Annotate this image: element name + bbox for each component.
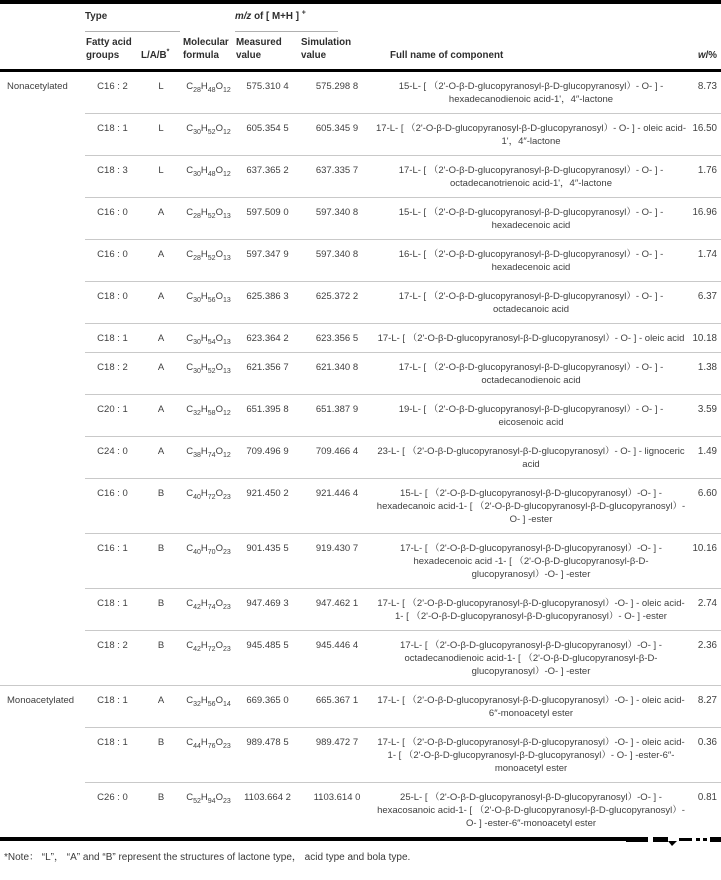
molecular-formula-cell: $C_{38}H_{74}O_{12}$ <box>182 437 235 479</box>
header-spacer <box>182 2 235 33</box>
mz-group-header <box>235 2 374 33</box>
w-percent-cell: 10.16 <box>688 534 721 589</box>
measured-value-cell: 669.365 0 <box>235 686 300 728</box>
full-name-cell: 17-L- [ （2'-O-β-D-glucopyranosyl-β-D-glucopyranosyl）- O- ] - oleic acid-1'，4″-lactone <box>374 114 688 156</box>
lab-type-cell: A <box>140 198 182 240</box>
lab-type-cell: B <box>140 728 182 783</box>
w-percent-cell: 0.36 <box>688 728 721 783</box>
fatty-acid-cell: C18 : 2 <box>85 631 140 686</box>
mz-rest: of [ M+H ] <box>251 11 299 22</box>
table-row <box>0 686 721 728</box>
simulation-value-cell: 1103.614 0 <box>313 792 361 803</box>
formula-column-header: Molecular formula <box>182 33 235 71</box>
simulation-value-cell: 989.472 7 <box>300 728 374 783</box>
measured-value-cell: 989.478 5 <box>235 728 300 783</box>
table-header <box>0 2 721 71</box>
lab-type-cell: A <box>140 437 182 479</box>
simulation-value-cell: 921.446 4 <box>300 479 374 534</box>
lab-label: L/A/B <box>141 49 167 61</box>
fatty-acid-cell: C18 : 1 <box>85 728 140 783</box>
measured-value-cell: 623.364 2 <box>235 324 300 353</box>
print-artifact <box>626 833 721 847</box>
mz-group-label <box>235 11 338 32</box>
lab-type-cell: A <box>140 686 182 728</box>
table-row <box>0 353 721 395</box>
table-row <box>0 728 721 783</box>
w-percent-cell: 1.38 <box>688 353 721 395</box>
molecular-formula-cell: $C_{42}H_{72}O_{23}$ <box>182 631 235 686</box>
full-name-cell: 17-L- [ （2'-O-β-D-glucopyranosyl-β-D-glucopyranosyl）- O- ] - oleic acid <box>374 324 688 353</box>
measured-column-header: Measured value <box>235 33 300 71</box>
table-row <box>0 783 721 840</box>
table-row <box>0 282 721 324</box>
lab-type-cell: L <box>140 156 182 198</box>
full-name-column-header: Full name of component <box>374 33 688 71</box>
w-percent-cell: 10.18 <box>688 324 721 353</box>
simulation-value-cell: 605.345 9 <box>300 114 374 156</box>
lab-type-cell: A <box>140 282 182 324</box>
table-row <box>0 534 721 589</box>
w-percent-cell: 8.27 <box>688 686 721 728</box>
molecular-formula-cell: $C_{30}H_{48}O_{12}$ <box>182 156 235 198</box>
measured-value-cell: 605.354 5 <box>235 114 300 156</box>
full-name-cell: 16-L- [ （2'-O-β-D-glucopyranosyl-β-D-glucopyranosyl）- O- ] - hexadecenoic acid <box>374 240 688 282</box>
w-italic: w <box>697 49 706 61</box>
measured-value-cell: 625.386 3 <box>235 282 300 324</box>
simulation-value-cell: 651.387 9 <box>300 395 374 437</box>
fatty-acid-cell: C26 : 0 <box>97 792 128 803</box>
w-percent-column-header <box>688 33 721 71</box>
table-body <box>0 71 721 840</box>
fatty-acid-cell: C18 : 0 <box>85 282 140 324</box>
simulation-value-cell: 945.446 4 <box>300 631 374 686</box>
header-columns-row <box>0 33 721 71</box>
table-row <box>0 324 721 353</box>
fatty-acid-cell: C20 : 1 <box>85 395 140 437</box>
measured-value-cell: 945.485 5 <box>235 631 300 686</box>
full-name-cell: 15-L- [ （2'-O-β-D-glucopyranosyl-β-D-glucopyranosyl）- O- ] - hexadecanodienoic acid-1'，4″-lactone <box>374 71 688 114</box>
molecular-formula-cell: $C_{30}H_{54}O_{13}$ <box>182 324 235 353</box>
header-spacer <box>374 2 688 33</box>
lab-type-cell: B <box>140 534 182 589</box>
w-percent-cell: 8.73 <box>688 71 721 114</box>
molecular-formula-cell: $C_{30}H_{52}O_{12}$ <box>182 114 235 156</box>
simulation-value-cell: 919.430 7 <box>300 534 374 589</box>
molecular-formula-cell: $C_{28}H_{52}O_{13}$ <box>182 240 235 282</box>
lab-type-cell: A <box>140 240 182 282</box>
measured-value-cell: 621.356 7 <box>235 353 300 395</box>
w-percent-cell: 1.76 <box>688 156 721 198</box>
measured-value-cell: 921.450 2 <box>235 479 300 534</box>
full-name-cell: 17-L- [ （2'-O-β-D-glucopyranosyl-β-D-glucopyranosyl）- O- ] - octadecanodienoic acid <box>374 353 688 395</box>
header-group-row <box>0 2 721 33</box>
lab-type-cell: A <box>140 324 182 353</box>
w-rest: /% <box>705 49 717 61</box>
molecular-formula-cell: $C_{30}H_{56}O_{13}$ <box>182 282 235 324</box>
table-row <box>0 156 721 198</box>
fatty-acid-cell: C18 : 1 <box>85 324 140 353</box>
measured-value-cell: 947.469 3 <box>235 589 300 631</box>
lab-type-cell: L <box>140 114 182 156</box>
full-name-cell: 17-L- [ （2'-O-β-D-glucopyranosyl-β-D-glucopyranosyl）- O- ] - octadecanotrienoic acid-1'，4″-lactone <box>374 156 688 198</box>
fatty-acid-cell: C18 : 1 <box>85 589 140 631</box>
lab-type-cell: B <box>140 589 182 631</box>
table-row <box>0 631 721 686</box>
measured-value-cell: 901.435 5 <box>235 534 300 589</box>
full-name-cell: 25-L- [ （2'-O-β-D-glucopyranosyl-β-D-glucopyranosyl）-O- ] - hexacosanoic acid-1- [ （2'-O-β-D-glucopyranosyl-β-D-glucopyranosyl）-O- ] -ester-6″-monoacetyl ester <box>377 792 685 829</box>
molecular-formula-cell: $C_{30}H_{52}O_{13}$ <box>182 353 235 395</box>
w-percent-cell: 16.50 <box>688 114 721 156</box>
type-group-header <box>85 2 182 33</box>
lab-superscript: * <box>166 48 170 56</box>
fatty-acid-cell: C18 : 1 <box>85 114 140 156</box>
measured-value-cell: 597.347 9 <box>235 240 300 282</box>
full-name-cell: 17-L- [ （2'-O-β-D-glucopyranosyl-β-D-glucopyranosyl）-O- ] - oleic acid-1- [ （2'-O-β-D-glucopyranosyl-β-D-glucopyranosyl）- O- ] -ester <box>374 589 688 631</box>
type-group-cell: Monoacetylated <box>7 695 75 706</box>
lab-type-cell: A <box>140 353 182 395</box>
fatty-acid-cell: C16 : 0 <box>85 240 140 282</box>
full-name-cell: 17-L- [ （2'-O-β-D-glucopyranosyl-β-D-glucopyranosyl）-O- ] - oleic acid-1- [ （2'-O-β-D-glucopyranosyl-β-D-glucopyranosyl）- O- ] -ester-6″-monoacetyl ester <box>374 728 688 783</box>
full-name-cell: 17-L- [ （2'-O-β-D-glucopyranosyl-β-D-glucopyranosyl）-O- ] - oleic acid-6″-monoacetyl ester <box>374 686 688 728</box>
simulation-value-cell: 625.372 2 <box>300 282 374 324</box>
molecular-formula-cell: $C_{32}H_{56}O_{14}$ <box>182 686 235 728</box>
full-name-cell: 17-L- [ （2'-O-β-D-glucopyranosyl-β-D-glucopyranosyl）- O- ] - octadecanoic acid <box>374 282 688 324</box>
molecular-formula-cell: $C_{28}H_{52}O_{13}$ <box>182 198 235 240</box>
simulation-value-cell: 575.298 8 <box>300 71 374 114</box>
fatty-acid-cell: C16 : 2 <box>85 71 140 114</box>
w-percent-cell: 3.59 <box>688 395 721 437</box>
full-name-cell: 23-L- [ （2'-O-β-D-glucopyranosyl-β-D-glucopyranosyl）- O- ] - lignoceric acid <box>374 437 688 479</box>
measured-value-cell: 651.395 8 <box>235 395 300 437</box>
mz-italic: m/z <box>235 11 252 22</box>
w-percent-cell: 16.96 <box>688 198 721 240</box>
measured-value-cell: 1103.664 2 <box>244 792 291 803</box>
measured-value-cell: 575.310 4 <box>235 71 300 114</box>
lab-type-cell: A <box>140 395 182 437</box>
lab-type-cell: L <box>140 71 182 114</box>
simulation-value-cell: 709.466 4 <box>300 437 374 479</box>
lab-type-cell: B <box>157 792 165 803</box>
measured-value-cell: 637.365 2 <box>235 156 300 198</box>
simulation-value-cell: 665.367 1 <box>300 686 374 728</box>
fatty-acid-cell: C16 : 1 <box>85 534 140 589</box>
simulation-value-cell: 597.340 8 <box>300 198 374 240</box>
table-row <box>0 589 721 631</box>
full-name-cell: 17-L- [ （2'-O-β-D-glucopyranosyl-β-D-glucopyranosyl）-O- ] - hexadecenoic acid -1- [ （2'-O-β-D-glucopyranosyl-β-D-glucopyranosyl）-O- ] -ester <box>374 534 688 589</box>
full-name-cell: 19-L- [ （2'-O-β-D-glucopyranosyl-β-D-glucopyranosyl）- O- ] - eicosenoic acid <box>374 395 688 437</box>
header-empty-corner <box>0 2 85 33</box>
fatty-acid-cell: C16 : 0 <box>85 479 140 534</box>
table-row <box>0 437 721 479</box>
simulation-column-header: Simulation value <box>300 33 374 71</box>
simulation-value-cell: 597.340 8 <box>300 240 374 282</box>
molecular-formula-cell: $C_{42}H_{74}O_{23}$ <box>182 589 235 631</box>
w-percent-cell: 6.60 <box>688 479 721 534</box>
molecular-formula-cell: $C_{52}H_{94}O_{23}$ <box>186 792 231 805</box>
fatty-acid-column-header: Fatty acid groups <box>85 33 140 71</box>
w-percent-cell: 2.36 <box>688 631 721 686</box>
lab-column-header <box>140 33 182 71</box>
table-row <box>0 479 721 534</box>
table-row <box>0 240 721 282</box>
mz-superscript: + <box>301 9 306 17</box>
molecular-formula-cell: $C_{44}H_{76}O_{23}$ <box>182 728 235 783</box>
w-percent-cell: 2.74 <box>688 589 721 631</box>
table-footnote: *Note： “L”， “A” and “B” represent the structures of lactone type， acid type and bola type. <box>4 852 411 863</box>
full-name-cell: 17-L- [ （2'-O-β-D-glucopyranosyl-β-D-glucopyranosyl）-O- ] - octadecanodienoic acid-1- [ （2'-O-β-D-glucopyranosyl-β-D-glucopyranosyl）-O- ] -ester <box>374 631 688 686</box>
table-row <box>0 395 721 437</box>
type-group-label: Type <box>85 11 180 32</box>
molecular-formula-cell: $C_{40}H_{70}O_{23}$ <box>182 534 235 589</box>
fatty-acid-cell: C18 : 1 <box>85 686 140 728</box>
w-percent-cell: 0.81 <box>697 792 717 803</box>
fatty-acid-cell: C18 : 3 <box>85 156 140 198</box>
full-name-cell: 15-L- [ （2'-O-β-D-glucopyranosyl-β-D-glucopyranosyl）- O- ] - hexadecenoic acid <box>374 198 688 240</box>
table-row <box>0 71 721 114</box>
molecular-formula-cell: $C_{40}H_{72}O_{23}$ <box>182 479 235 534</box>
header-spacer <box>688 2 721 33</box>
simulation-value-cell: 637.335 7 <box>300 156 374 198</box>
table-row <box>0 114 721 156</box>
measured-value-cell: 597.509 0 <box>235 198 300 240</box>
simulation-value-cell: 621.340 8 <box>300 353 374 395</box>
type-group-cell: Nonacetylated <box>0 71 85 686</box>
molecular-formula-cell: $C_{32}H_{58}O_{12}$ <box>182 395 235 437</box>
lab-type-cell: B <box>140 631 182 686</box>
header-empty-corner <box>0 33 85 71</box>
full-name-cell: 15-L- [ （2'-O-β-D-glucopyranosyl-β-D-glucopyranosyl）-O- ] - hexadecanoic acid-1- [ （2'-O-β-D-glucopyranosyl-β-D-glucopyranosyl）-O- ] -ester <box>374 479 688 534</box>
measured-value-cell: 709.496 9 <box>235 437 300 479</box>
molecular-formula-cell: $C_{28}H_{48}O_{12}$ <box>182 71 235 114</box>
fatty-acid-cell: C24 : 0 <box>85 437 140 479</box>
w-percent-cell: 1.74 <box>688 240 721 282</box>
table-row <box>0 198 721 240</box>
lab-type-cell: B <box>140 479 182 534</box>
w-percent-cell: 6.37 <box>688 282 721 324</box>
fatty-acid-cell: C16 : 0 <box>85 198 140 240</box>
simulation-value-cell: 947.462 1 <box>300 589 374 631</box>
simulation-value-cell: 623.356 5 <box>300 324 374 353</box>
fatty-acid-cell: C18 : 2 <box>85 353 140 395</box>
w-percent-cell: 1.49 <box>688 437 721 479</box>
